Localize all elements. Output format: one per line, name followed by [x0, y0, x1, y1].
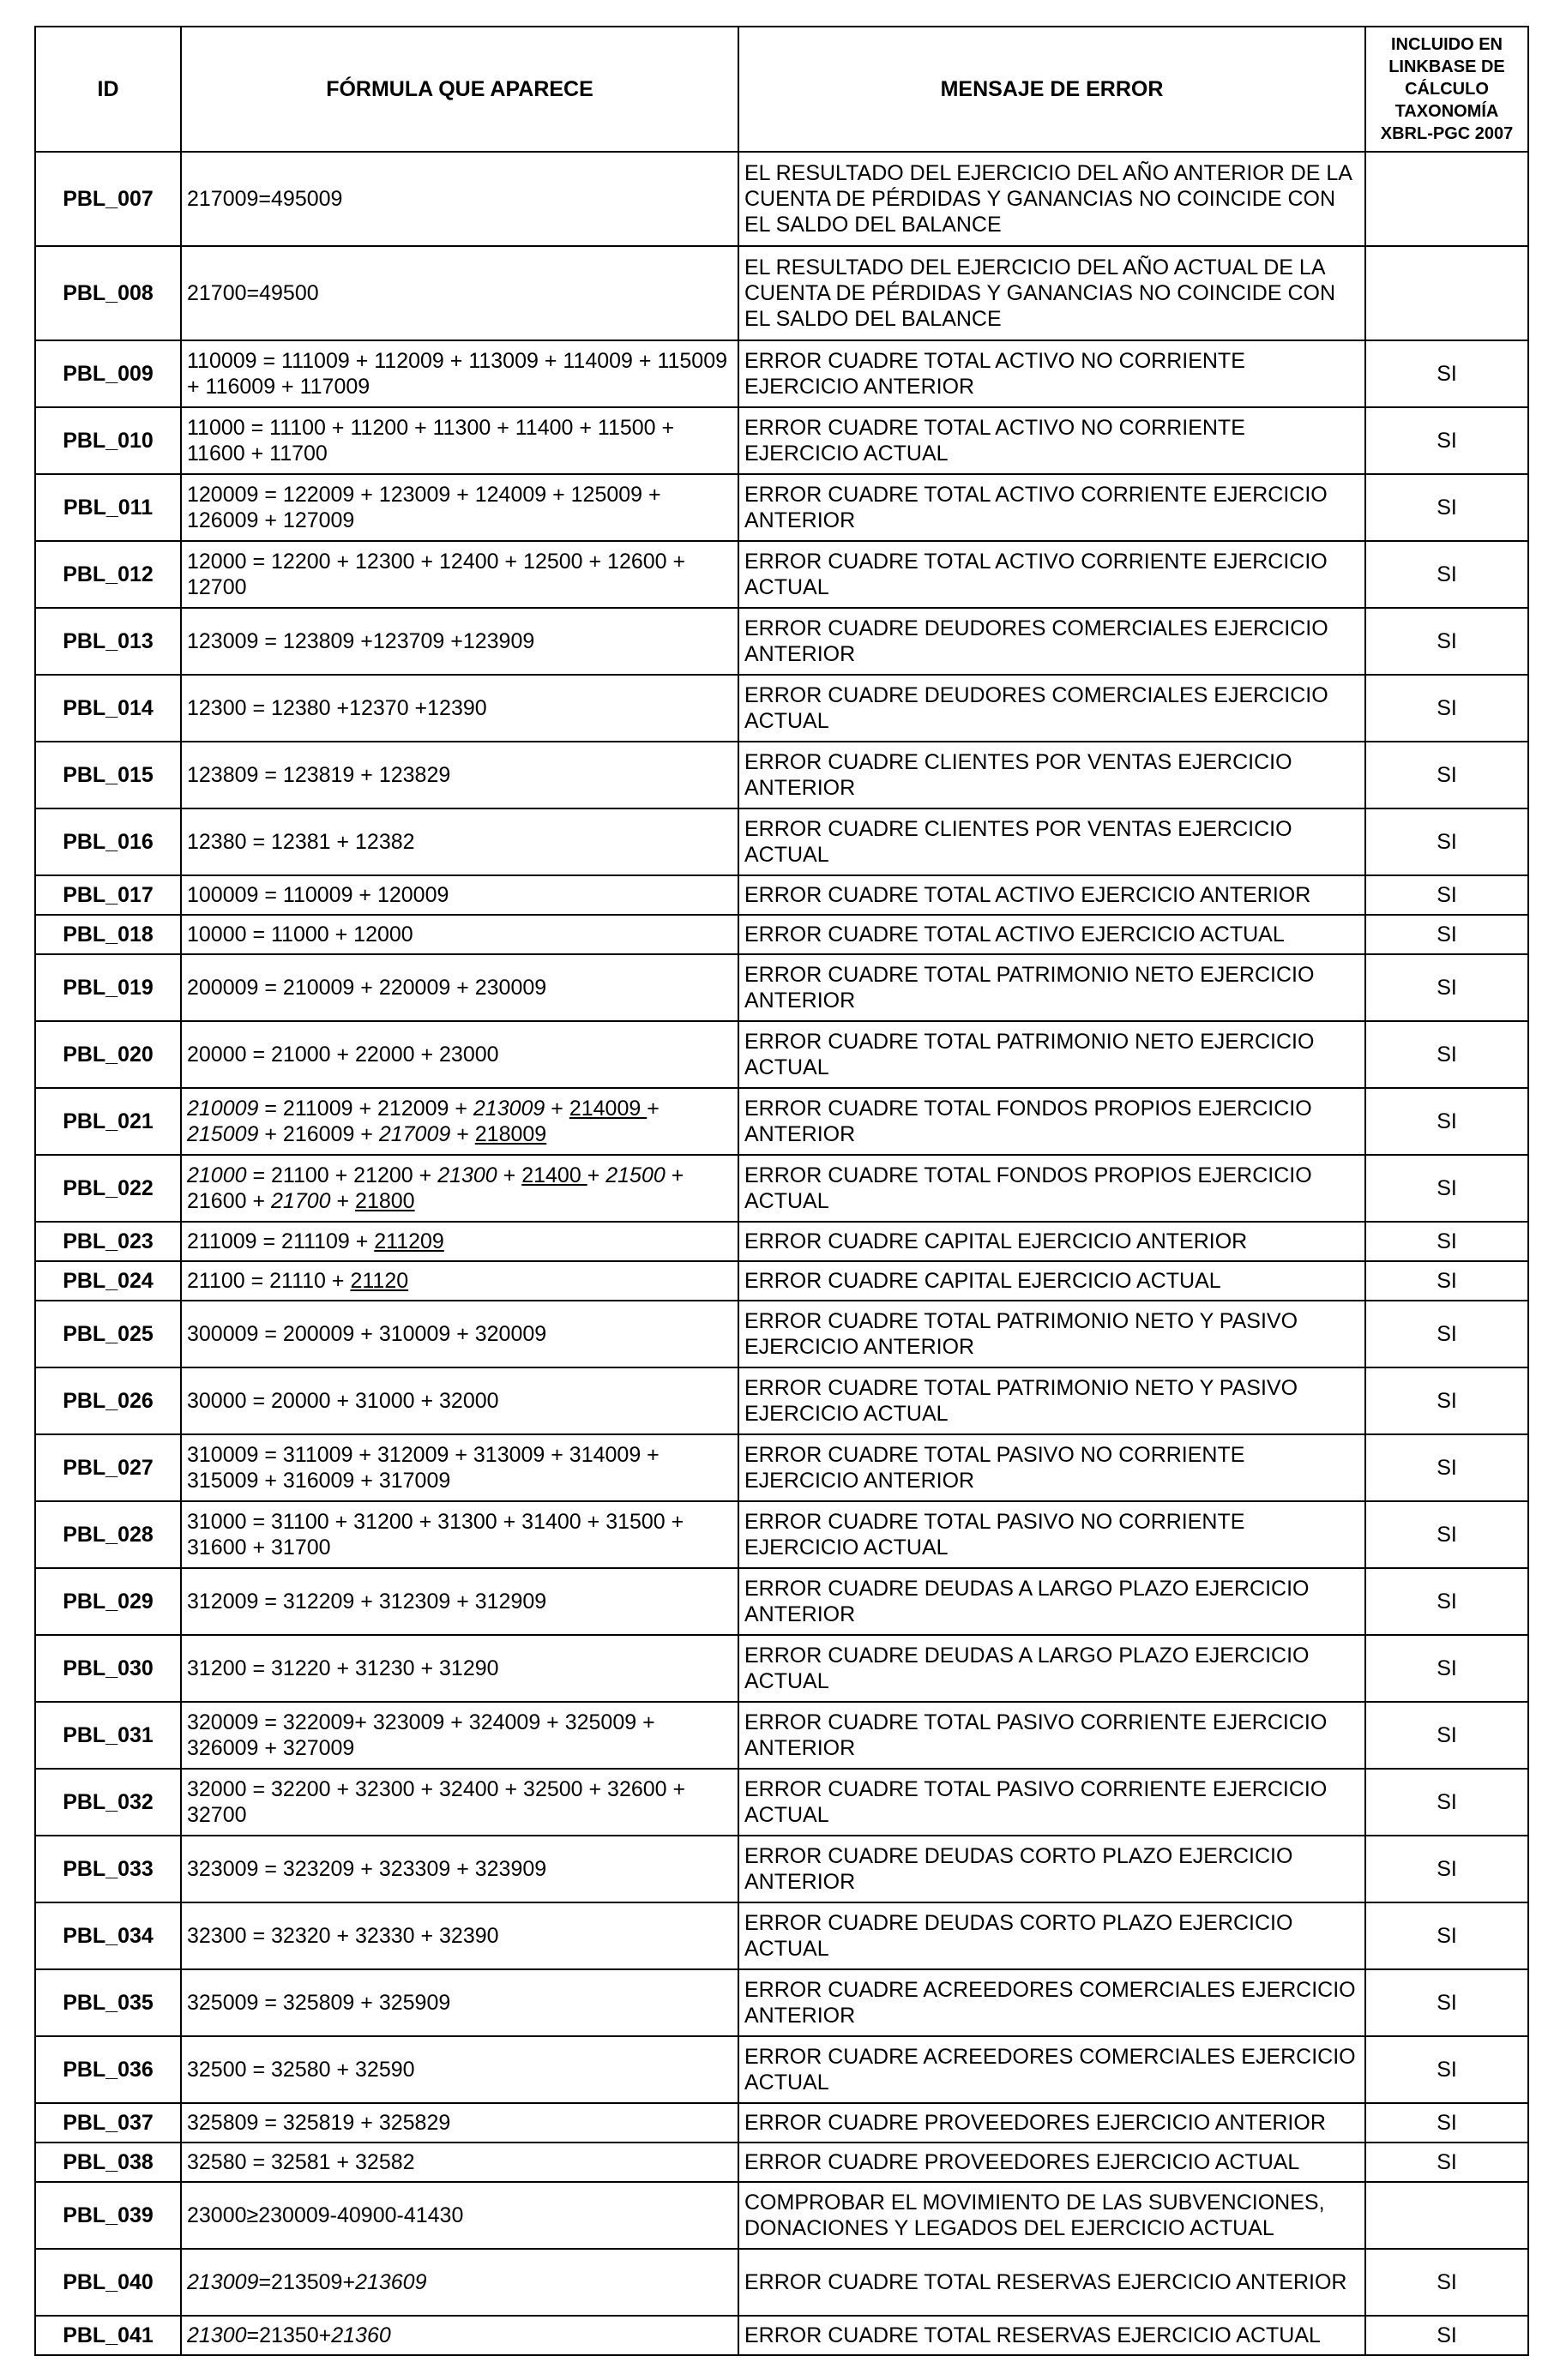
formula-segment: = 211009 + 212009 + [258, 1097, 473, 1121]
row-error-message: ERROR CUADRE TOTAL RESERVAS EJERCICIO ACTUAL [738, 2316, 1365, 2355]
row-included-flag: SI [1365, 875, 1528, 915]
formula-segment: 325809 = 325819 + 325829 [187, 2111, 451, 2135]
row-error-message: ERROR CUADRE ACREEDORES COMERCIALES EJERCICIO ACTUAL [738, 2036, 1365, 2103]
row-formula [181, 1702, 738, 1769]
row-id: PBL_029 [35, 1568, 181, 1635]
formula-segment: 30000 = 20000 + 31000 + 32000 [187, 1389, 499, 1413]
formula-segment: 31000 = 31100 + 31200 + 31300 + 31400 + 31500 + 31600 + 31700 [187, 1510, 684, 1560]
formula-segment: 123009 = 123809 +123709 +123909 [187, 629, 535, 653]
table-row [35, 1702, 1528, 1769]
row-id: PBL_011 [35, 474, 181, 541]
row-error-message: ERROR CUADRE DEUDORES COMERCIALES EJERCICIO ANTERIOR [738, 608, 1365, 675]
formula-segment: 21300 [187, 2323, 247, 2347]
row-error-message: ERROR CUADRE TOTAL PATRIMONIO NETO EJERCICIO ANTERIOR [738, 954, 1365, 1021]
formula-segment: + 21600 + [187, 1163, 684, 1213]
row-id: PBL_040 [35, 2249, 181, 2316]
formula-segment: 21120 [350, 1269, 409, 1293]
table-row [35, 1367, 1528, 1434]
table-row [35, 1021, 1528, 1088]
formula-segment: =21350+ [246, 2323, 332, 2347]
formula-segment: 325009 = 325809 + 325909 [187, 1991, 451, 2015]
row-included-flag: SI [1365, 2316, 1528, 2355]
row-id: PBL_015 [35, 742, 181, 808]
row-formula [181, 875, 738, 915]
row-formula [181, 246, 738, 340]
formula-segment: 21300 [437, 1163, 497, 1187]
row-formula [181, 2182, 738, 2249]
row-error-message: ERROR CUADRE PROVEEDORES EJERCICIO ACTUAL [738, 2143, 1365, 2182]
formula-segment: 21400 [521, 1163, 587, 1187]
row-formula [181, 2249, 738, 2316]
table-row [35, 474, 1528, 541]
row-id: PBL_037 [35, 2103, 181, 2143]
row-included-flag: SI [1365, 1769, 1528, 1836]
row-id: PBL_007 [35, 152, 181, 246]
formula-segment: = 21100 + 21200 + [246, 1163, 438, 1187]
formula-segment: 100009 = 110009 + 120009 [187, 883, 449, 907]
formula-segment: 12380 = 12381 + 12382 [187, 830, 415, 854]
formula-segment: 310009 = 311009 + 312009 + 313009 + 314009 + 315009 + 316009 + 317009 [187, 1443, 660, 1493]
row-included-flag: SI [1365, 1088, 1528, 1155]
row-error-message: ERROR CUADRE TOTAL PASIVO NO CORRIENTE EJERCICIO ANTERIOR [738, 1434, 1365, 1501]
row-id: PBL_021 [35, 1088, 181, 1155]
row-id: PBL_028 [35, 1501, 181, 1568]
formula-segment: 215009 [187, 1122, 259, 1146]
formula-segment: 12000 = 12200 + 12300 + 12400 + 12500 + 12600 + 12700 [187, 550, 686, 599]
row-formula [181, 2036, 738, 2103]
row-formula [181, 1155, 738, 1222]
formula-segment: + [545, 1097, 569, 1121]
row-error-message: ERROR CUADRE TOTAL PATRIMONIO NETO Y PASIVO EJERCICIO ACTUAL [738, 1367, 1365, 1434]
row-formula [181, 915, 738, 954]
row-formula [181, 340, 738, 407]
row-included-flag [1365, 2182, 1528, 2249]
row-id: PBL_016 [35, 808, 181, 875]
row-formula [181, 1222, 738, 1261]
formula-segment: 21100 = 21110 + [187, 1269, 351, 1293]
row-included-flag: SI [1365, 742, 1528, 808]
row-error-message: ERROR CUADRE TOTAL PASIVO CORRIENTE EJERCICIO ANTERIOR [738, 1702, 1365, 1769]
row-id: PBL_031 [35, 1702, 181, 1769]
row-formula [181, 2316, 738, 2355]
header-id: ID [35, 27, 181, 152]
row-id: PBL_008 [35, 246, 181, 340]
row-id: PBL_038 [35, 2143, 181, 2182]
row-error-message: ERROR CUADRE TOTAL FONDOS PROPIOS EJERCICIO ACTUAL [738, 1155, 1365, 1222]
row-error-message: ERROR CUADRE CAPITAL EJERCICIO ANTERIOR [738, 1222, 1365, 1261]
row-formula [181, 954, 738, 1021]
row-error-message: ERROR CUADRE TOTAL ACTIVO EJERCICIO ANTERIOR [738, 875, 1365, 915]
row-included-flag: SI [1365, 1501, 1528, 1568]
table-row [35, 742, 1528, 808]
table-row [35, 1261, 1528, 1301]
row-error-message: ERROR CUADRE CAPITAL EJERCICIO ACTUAL [738, 1261, 1365, 1301]
formula-segment: 312009 = 312209 + 312309 + 312909 [187, 1590, 547, 1614]
row-formula [181, 1568, 738, 1635]
row-formula [181, 1969, 738, 2036]
row-error-message: COMPROBAR EL MOVIMIENTO DE LAS SUBVENCIONES, DONACIONES Y LEGADOS DEL EJERCICIO ACTUAL [738, 2182, 1365, 2249]
row-error-message: ERROR CUADRE TOTAL ACTIVO NO CORRIENTE EJERCICIO ANTERIOR [738, 340, 1365, 407]
table-row [35, 2103, 1528, 2143]
row-formula [181, 1836, 738, 1902]
table-row [35, 1301, 1528, 1367]
row-included-flag: SI [1365, 1261, 1528, 1301]
formula-segment: 32300 = 32320 + 32330 + 32390 [187, 1924, 499, 1948]
row-formula [181, 474, 738, 541]
row-included-flag: SI [1365, 2249, 1528, 2316]
formula-segment: 300009 = 200009 + 310009 + 320009 [187, 1322, 547, 1346]
row-error-message: ERROR CUADRE TOTAL PATRIMONIO NETO Y PASIVO EJERCICIO ANTERIOR [738, 1301, 1365, 1367]
formula-segment: + [330, 1189, 356, 1213]
row-formula [181, 1769, 738, 1836]
row-formula [181, 675, 738, 742]
table-row [35, 1568, 1528, 1635]
row-included-flag: SI [1365, 1635, 1528, 1702]
row-id: PBL_035 [35, 1969, 181, 2036]
row-included-flag: SI [1365, 541, 1528, 608]
formula-segment: 21700 [271, 1189, 331, 1213]
row-included-flag: SI [1365, 808, 1528, 875]
row-error-message: ERROR CUADRE CLIENTES POR VENTAS EJERCICIO ACTUAL [738, 808, 1365, 875]
row-formula [181, 608, 738, 675]
row-formula [181, 1902, 738, 1969]
row-formula [181, 2103, 738, 2143]
formula-segment: 123809 = 123819 + 123829 [187, 763, 451, 787]
row-id: PBL_034 [35, 1902, 181, 1969]
row-error-message: ERROR CUADRE TOTAL RESERVAS EJERCICIO ANTERIOR [738, 2249, 1365, 2316]
table-row [35, 1902, 1528, 1969]
formula-segment: 213609 [355, 2270, 427, 2294]
row-included-flag: SI [1365, 340, 1528, 407]
header-formula: FÓRMULA QUE APARECE [181, 27, 738, 152]
table-row [35, 675, 1528, 742]
row-error-message: ERROR CUADRE DEUDAS A LARGO PLAZO EJERCICIO ANTERIOR [738, 1568, 1365, 1635]
formula-segment: 32580 = 32581 + 32582 [187, 2150, 415, 2174]
table-row [35, 2182, 1528, 2249]
header-message: MENSAJE DE ERROR [738, 27, 1365, 152]
row-id: PBL_012 [35, 541, 181, 608]
formula-segment: 12300 = 12380 +12370 +12390 [187, 696, 487, 720]
row-id: PBL_014 [35, 675, 181, 742]
table-row [35, 1769, 1528, 1836]
row-included-flag: SI [1365, 1702, 1528, 1769]
formula-segment: 217009 [378, 1122, 451, 1146]
formula-segment: 211009 = 211109 + [187, 1229, 375, 1253]
row-id: PBL_010 [35, 407, 181, 474]
row-formula [181, 407, 738, 474]
row-included-flag: SI [1365, 954, 1528, 1021]
table-row [35, 1088, 1528, 1155]
table-row [35, 875, 1528, 915]
table-row [35, 1501, 1528, 1568]
formula-segment: 210009 [187, 1097, 259, 1121]
formula-segment: 320009 = 322009+ 323009 + 324009 + 325009 + 326009 + 327009 [187, 1710, 655, 1760]
formula-segment: 110009 = 111009 + 112009 + 113009 + 114009 + 115009 + 116009 + 117009 [187, 349, 728, 399]
table-header [35, 27, 1528, 152]
formula-segment: 218009 [474, 1122, 547, 1146]
row-included-flag: SI [1365, 407, 1528, 474]
row-error-message: ERROR CUADRE PROVEEDORES EJERCICIO ANTERIOR [738, 2103, 1365, 2143]
row-included-flag: SI [1365, 1969, 1528, 2036]
table-row [35, 1836, 1528, 1902]
table-row [35, 2143, 1528, 2182]
table-row [35, 1434, 1528, 1501]
row-id: PBL_017 [35, 875, 181, 915]
row-id: PBL_023 [35, 1222, 181, 1261]
row-included-flag: SI [1365, 2143, 1528, 2182]
row-included-flag: SI [1365, 1434, 1528, 1501]
row-included-flag: SI [1365, 915, 1528, 954]
header-included: INCLUIDO EN LINKBASE DE CÁLCULO TAXONOMÍA XBRL-PGC 2007 [1365, 27, 1528, 152]
row-id: PBL_030 [35, 1635, 181, 1702]
row-id: PBL_009 [35, 340, 181, 407]
table-row [35, 915, 1528, 954]
row-formula [181, 1434, 738, 1501]
table-row [35, 1969, 1528, 2036]
table-row [35, 541, 1528, 608]
row-id: PBL_013 [35, 608, 181, 675]
row-formula [181, 1367, 738, 1434]
row-formula [181, 1021, 738, 1088]
row-included-flag [1365, 152, 1528, 246]
row-id: PBL_032 [35, 1769, 181, 1836]
formula-segment: =213509+ [258, 2270, 356, 2294]
row-error-message: ERROR CUADRE TOTAL ACTIVO NO CORRIENTE EJERCICIO ACTUAL [738, 407, 1365, 474]
row-id: PBL_033 [35, 1836, 181, 1902]
row-error-message: ERROR CUADRE TOTAL ACTIVO CORRIENTE EJERCICIO ACTUAL [738, 541, 1365, 608]
row-error-message: ERROR CUADRE DEUDAS CORTO PLAZO EJERCICIO ACTUAL [738, 1902, 1365, 1969]
row-error-message: EL RESULTADO DEL EJERCICIO DEL AÑO ANTERIOR DE LA CUENTA DE PÉRDIDAS Y GANANCIAS NO COINCIDE CON EL SALDO DEL BALANCE [738, 152, 1365, 246]
formula-segment: 31200 = 31220 + 31230 + 31290 [187, 1656, 499, 1680]
formula-segment: 21500 [605, 1163, 666, 1187]
row-id: PBL_036 [35, 2036, 181, 2103]
row-error-message: ERROR CUADRE TOTAL PASIVO NO CORRIENTE EJERCICIO ACTUAL [738, 1501, 1365, 1568]
row-error-message: ERROR CUADRE DEUDAS CORTO PLAZO EJERCICIO ANTERIOR [738, 1836, 1365, 1902]
formula-segment: 323009 = 323209 + 323309 + 323909 [187, 1857, 547, 1881]
table-row [35, 2316, 1528, 2355]
row-error-message: ERROR CUADRE TOTAL ACTIVO EJERCICIO ACTUAL [738, 915, 1365, 954]
formula-segment: 32500 = 32580 + 32590 [187, 2058, 415, 2082]
row-error-message: EL RESULTADO DEL EJERCICIO DEL AÑO ACTUAL DE LA CUENTA DE PÉRDIDAS Y GANANCIAS NO COINCIDE CON EL SALDO DEL BALANCE [738, 246, 1365, 340]
row-included-flag: SI [1365, 474, 1528, 541]
row-included-flag: SI [1365, 2036, 1528, 2103]
row-included-flag: SI [1365, 1021, 1528, 1088]
table-row [35, 2036, 1528, 2103]
table-row [35, 808, 1528, 875]
row-formula [181, 1261, 738, 1301]
table-row [35, 954, 1528, 1021]
formula-segment: + [497, 1163, 522, 1187]
formula-segment: 217009=495009 [187, 187, 343, 211]
row-included-flag: SI [1365, 608, 1528, 675]
row-error-message: ERROR CUADRE CLIENTES POR VENTAS EJERCICIO ANTERIOR [738, 742, 1365, 808]
row-error-message: ERROR CUADRE ACREEDORES COMERCIALES EJERCICIO ANTERIOR [738, 1969, 1365, 2036]
row-id: PBL_039 [35, 2182, 181, 2249]
row-error-message: ERROR CUADRE TOTAL PASIVO CORRIENTE EJERCICIO ACTUAL [738, 1769, 1365, 1836]
row-formula [181, 2143, 738, 2182]
row-included-flag: SI [1365, 1902, 1528, 1969]
table-row [35, 340, 1528, 407]
row-included-flag: SI [1365, 1155, 1528, 1222]
table-row [35, 608, 1528, 675]
row-formula [181, 1301, 738, 1367]
row-error-message: ERROR CUADRE TOTAL FONDOS PROPIOS EJERCICIO ANTERIOR [738, 1088, 1365, 1155]
row-included-flag: SI [1365, 2103, 1528, 2143]
formula-segment: + [450, 1122, 475, 1146]
row-included-flag: SI [1365, 675, 1528, 742]
row-id: PBL_026 [35, 1367, 181, 1434]
formula-segment: 21700=49500 [187, 281, 319, 305]
row-id: PBL_027 [35, 1434, 181, 1501]
table-row [35, 1635, 1528, 1702]
row-included-flag [1365, 246, 1528, 340]
row-formula [181, 541, 738, 608]
row-included-flag: SI [1365, 1836, 1528, 1902]
formula-segment: 214009 [569, 1097, 648, 1121]
formula-segment: 23000≥230009-40900-41430 [187, 2203, 464, 2227]
formula-segment: + 216009 + [258, 1122, 379, 1146]
formula-segment: 21360 [331, 2323, 391, 2347]
table-row [35, 152, 1528, 246]
formula-segment: 213009 [473, 1097, 545, 1121]
formula-segment: 21800 [355, 1189, 415, 1213]
row-formula [181, 1088, 738, 1155]
row-included-flag: SI [1365, 1568, 1528, 1635]
row-id: PBL_018 [35, 915, 181, 954]
row-formula [181, 742, 738, 808]
formula-segment: 20000 = 21000 + 22000 + 23000 [187, 1043, 499, 1067]
row-included-flag: SI [1365, 1301, 1528, 1367]
table-row [35, 1155, 1528, 1222]
row-formula [181, 1635, 738, 1702]
formula-segment: 120009 = 122009 + 123009 + 124009 + 125009 + 126009 + 127009 [187, 483, 661, 532]
row-included-flag: SI [1365, 1367, 1528, 1434]
formula-segment: 11000 = 11100 + 11200 + 11300 + 11400 + 11500 + 11600 + 11700 [187, 416, 675, 466]
formula-segment: + [647, 1097, 660, 1121]
table-row [35, 2249, 1528, 2316]
row-id: PBL_022 [35, 1155, 181, 1222]
row-id: PBL_020 [35, 1021, 181, 1088]
row-error-message: ERROR CUADRE DEUDORES COMERCIALES EJERCICIO ACTUAL [738, 675, 1365, 742]
formula-segment: 211209 [374, 1229, 444, 1253]
row-error-message: ERROR CUADRE DEUDAS A LARGO PLAZO EJERCICIO ACTUAL [738, 1635, 1365, 1702]
row-error-message: ERROR CUADRE TOTAL PATRIMONIO NETO EJERCICIO ACTUAL [738, 1021, 1365, 1088]
row-id: PBL_041 [35, 2316, 181, 2355]
formula-segment: 213009 [187, 2270, 259, 2294]
table-row [35, 246, 1528, 340]
row-error-message: ERROR CUADRE TOTAL ACTIVO CORRIENTE EJERCICIO ANTERIOR [738, 474, 1365, 541]
formula-segment: + [587, 1163, 606, 1187]
row-formula [181, 152, 738, 246]
row-id: PBL_024 [35, 1261, 181, 1301]
formula-segment: 200009 = 210009 + 220009 + 230009 [187, 976, 547, 1000]
row-included-flag: SI [1365, 1222, 1528, 1261]
formula-segment: 21000 [187, 1163, 247, 1187]
formula-segment: 10000 = 11000 + 12000 [187, 923, 413, 947]
table-body [35, 152, 1528, 2355]
row-formula [181, 1501, 738, 1568]
row-id: PBL_025 [35, 1301, 181, 1367]
table-row [35, 1222, 1528, 1261]
row-formula [181, 808, 738, 875]
table-row [35, 407, 1528, 474]
header-row [35, 27, 1528, 152]
formula-segment: 32000 = 32200 + 32300 + 32400 + 32500 + 32600 + 32700 [187, 1777, 686, 1827]
row-id: PBL_019 [35, 954, 181, 1021]
validation-rules-table [34, 26, 1529, 2356]
